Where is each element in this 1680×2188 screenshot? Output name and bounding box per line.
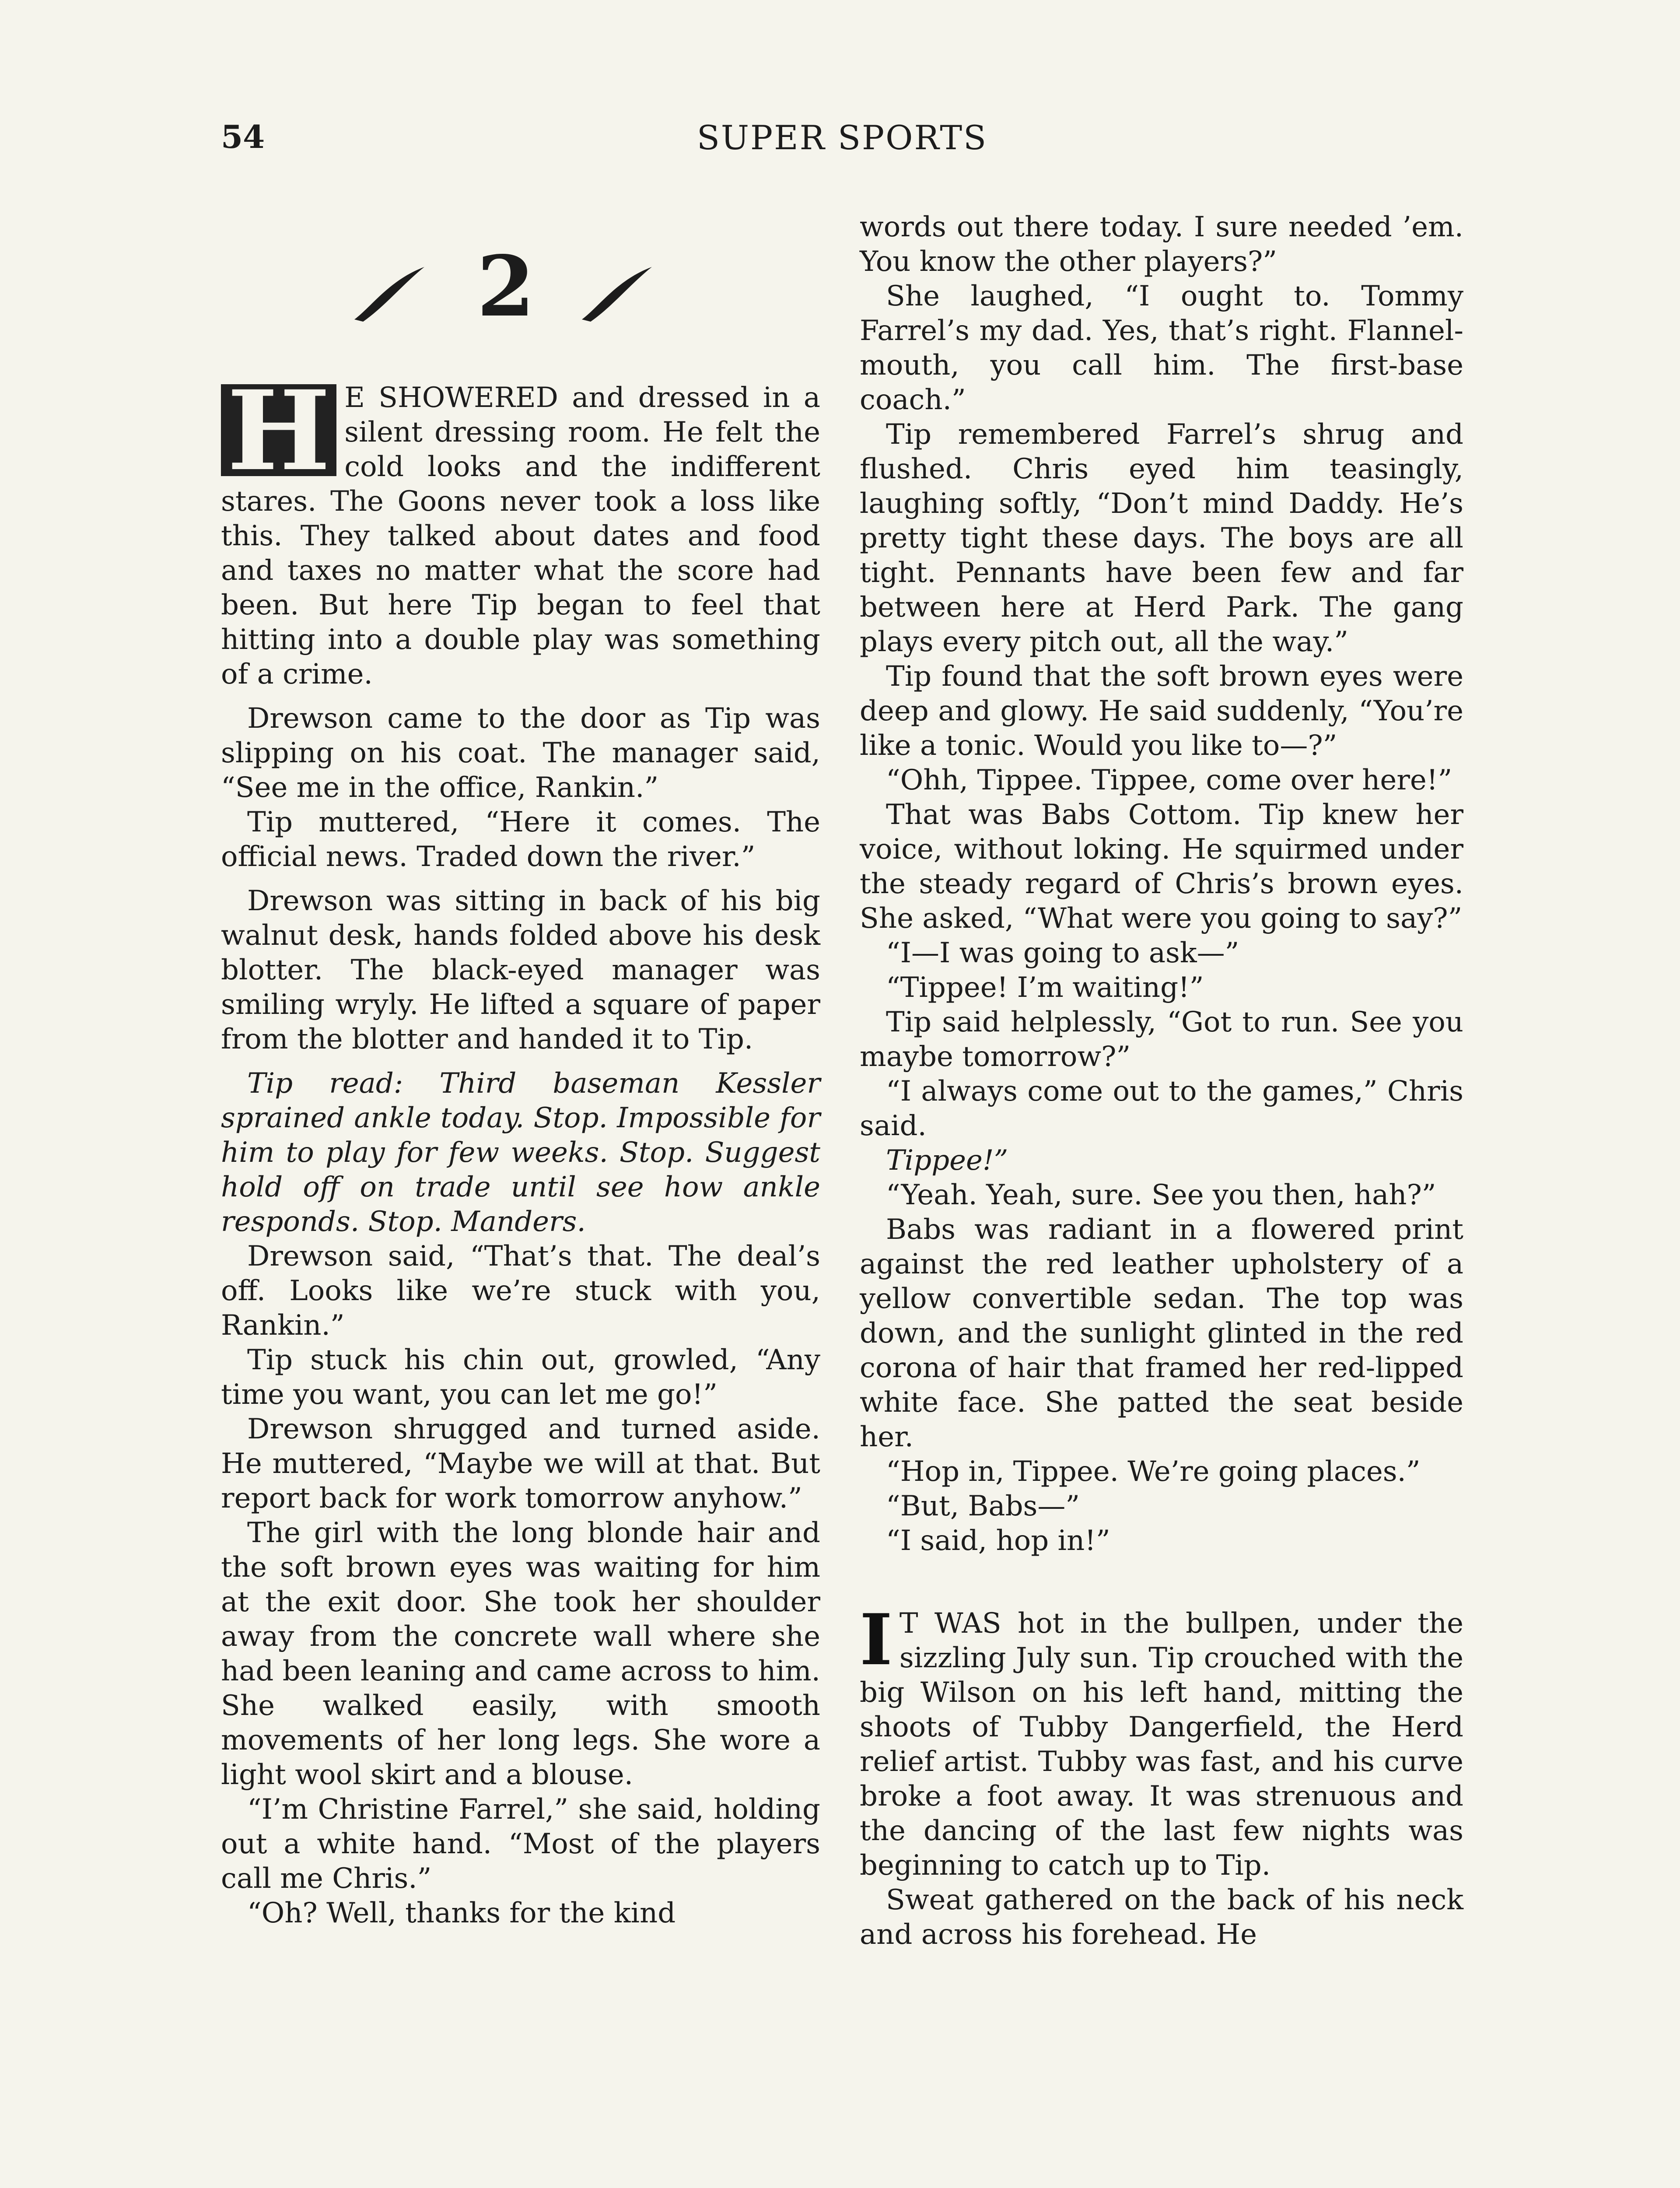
paragraph: Drewson said, “That’s that. The deal’s off. Looks like we’re stuck with you, Rankin.” <box>221 1240 820 1342</box>
paragraph: “Hop in, Tippee. We’re going places.” <box>886 1455 1421 1488</box>
page-number: 54 <box>221 118 265 155</box>
paragraph: She laughed, “I ought to. Tommy Farrel’s my dad. Yes, that’s right. Flannel-mouth, you call him. The first-base coach.” <box>860 280 1463 416</box>
chapter-number: 2 <box>477 238 535 335</box>
right-column <box>860 210 1463 1952</box>
paragraph: Drewson shrugged and turned aside. He muttered, “Maybe we will at that. But report back for work tomorrow anyhow.” <box>221 1413 820 1515</box>
paragraph: Tip found that the soft brown eyes were deep and glowy. He said suddenly, “You’re like a tonic. Would you like to—?” <box>860 660 1463 762</box>
page-header <box>221 118 1463 166</box>
paragraph: “I always come out to the games,” Chris said. <box>860 1075 1463 1142</box>
section-break <box>860 1558 1463 1606</box>
paragraph: words out there today. I sure needed ’em. You know the other players?” <box>860 211 1463 278</box>
paragraph: “Yeah. Yeah, sure. See you then, hah?” <box>886 1179 1436 1211</box>
paragraph: The girl with the long blonde hair and the soft brown eyes was waiting for him at the exit door. She took her shoulder away from the concrete wall where she had been leaning and came across to him. She walked easily, with smooth movements of her long legs. She wore a light wool skirt and a blouse. <box>221 1517 820 1791</box>
paragraph: “Ohh, Tippee. Tippee, come over here!” <box>886 764 1452 796</box>
drop-cap: I <box>860 1599 892 1681</box>
chapter-heading <box>346 238 678 346</box>
paragraph: H E SHOWERED and dressed in a silent dressing room. He felt the cold looks and the indifferent stares. The Goons never took a loss like this. They talked about dates and food and taxes no matter what the score had been. But here Tip began to feel that hitting into a double play was something of a crime. <box>221 366 820 691</box>
paragraph: Tip read: Third baseman Kessler sprained ankle today. Stop. Impossible for him to play for few weeks. Stop. Suggest hold off on trade until see how ankle responds. Stop. Manders. <box>221 1067 820 1238</box>
drop-cap: H <box>221 384 336 476</box>
paragraph: That was Babs Cottom. Tip knew her voice, without loking. He squirmed under the steady regard of Chris’s brown eyes. She asked, “What were you going to say?” <box>860 799 1463 935</box>
paragraph: Tippee!” <box>886 1144 1008 1177</box>
left-column <box>221 366 820 1931</box>
paragraph: Tip stuck his chin out, growled, “Any time you want, you can let me go!” <box>221 1344 820 1411</box>
right-flourish-icon <box>573 263 661 324</box>
paragraph: “Oh? Well, thanks for the kind <box>247 1897 676 1929</box>
paragraph: “Tippee! I’m waiting!” <box>886 971 1204 1004</box>
paragraph: Babs was radiant in a flowered print against the red leather upholstery of a yellow convertible sedan. The top was down, and the sunlight glinted in the red corona of hair that framed her red-lipped white face. She patted the seat beside her. <box>860 1213 1463 1453</box>
paragraph: Drewson was sitting in back of his big walnut desk, hands folded above his desk blotter. The black-eyed manager was smiling wryly. He lifted a square of paper from the blotter and handed it to Tip. <box>221 885 820 1055</box>
paragraph: “I’m Christine Farrel,” she said, holding out a white hand. “Most of the players call me Chris.” <box>221 1793 820 1895</box>
paragraph: Tip said helplessly, “Got to run. See you maybe tomorrow?” <box>860 1006 1463 1073</box>
paragraph: “I—I was going to ask—” <box>886 937 1239 969</box>
paragraph: Drewson came to the door as Tip was slipping on his coat. The manager said, “See me in the office, Rankin.” <box>221 702 820 804</box>
paragraph: “I said, hop in!” <box>886 1525 1110 1557</box>
paragraph: Tip muttered, “Here it comes. The official news. Traded down the river.” <box>221 806 820 873</box>
paragraph: I T WAS hot in the bullpen, under the sizzling July sun. Tip crouched with the big Wilson on his left hand, mitting the shoots of Tubby Dangerfield, the Herd relief artist. Tubby was fast, and his curve broke a foot away. It was strenuous and the dancing of the last few nights was beginning to catch up to Tip. <box>860 1599 1463 1882</box>
magazine-title: SUPER SPORTS <box>696 118 988 157</box>
left-flourish-icon <box>346 263 433 324</box>
paragraph: Tip remembered Farrel’s shrug and flushed. Chris eyed him teasingly, laughing softly, “Don’t mind Daddy. He’s pretty tight these days. The boys are all tight. Pennants have been few and far between here at Herd Park. The gang plays every pitch out, all the way.” <box>860 418 1463 658</box>
paragraph: Sweat gathered on the back of his neck and across his forehead. He <box>860 1884 1463 1951</box>
paragraph: “But, Babs—” <box>886 1490 1080 1522</box>
